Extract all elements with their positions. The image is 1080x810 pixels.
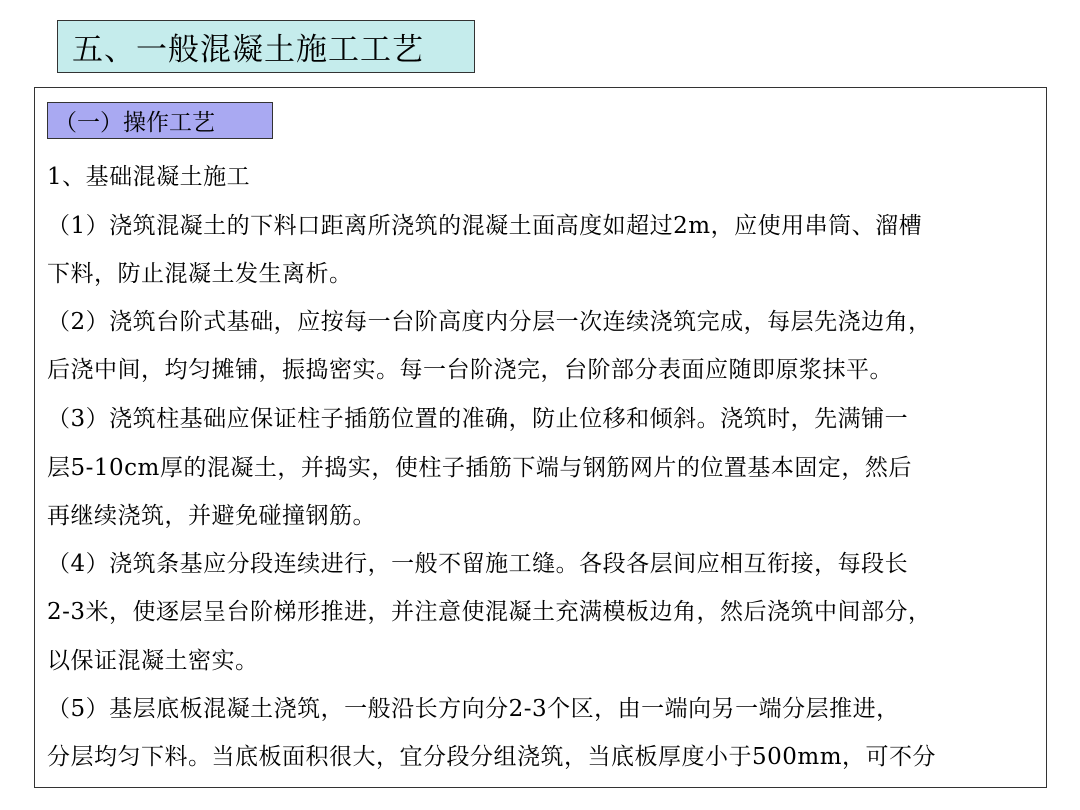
paragraph-line: 层5-10cm厚的混凝土，并捣实，使柱子插筋下端与钢筋网片的位置基本固定，然后: [47, 455, 912, 481]
paragraph-line: （4）浇筑条基应分段连续进行，一般不留施工缝。各段各层间应相互衔接，每段长: [47, 551, 909, 577]
paragraph-line: 2-3米，使逐层呈台阶梯形推进，并注意使混凝土充满模板边角，然后浇筑中间部分，: [47, 599, 932, 625]
paragraph-line: 1、基础混凝土施工: [47, 164, 251, 190]
paragraph-line: 后浇中间，均匀摊铺，振捣密实。每一台阶浇完，台阶部分表面应随即原浆抹平。: [47, 357, 893, 383]
paragraph-line: 下料，防止混凝土发生离析。: [47, 261, 353, 287]
paragraph-line: （1）浇筑混凝土的下料口距离所浇筑的混凝土面高度如超过2m，应使用串筒、溜槽: [47, 213, 923, 239]
paragraph-line: （3）浇筑柱基础应保证柱子插筋位置的准确，防止位移和倾斜。浇筑时，先满铺一: [47, 406, 909, 432]
section-heading: （一）操作工艺: [47, 102, 273, 139]
content-panel: [34, 87, 1047, 788]
paragraph-line: 再继续浇筑，并避免碰撞钢筋。: [47, 503, 376, 529]
paragraph-line: 分层均匀下料。当底板面积很大，宜分段分组浇筑，当底板厚度小于500mm，可不分: [47, 744, 937, 770]
paragraph-line: 以保证混凝土密实。: [47, 648, 259, 674]
paragraph-line: （5）基层底板混凝土浇筑，一般沿长方向分2-3个区，由一端向另一端分层推进，: [47, 696, 900, 722]
paragraph-line: （2）浇筑台阶式基础，应按每一台阶高度内分层一次连续浇筑完成，每层先浇边角，: [47, 309, 932, 335]
page-title: 五、一般混凝土施工工艺: [57, 20, 475, 73]
